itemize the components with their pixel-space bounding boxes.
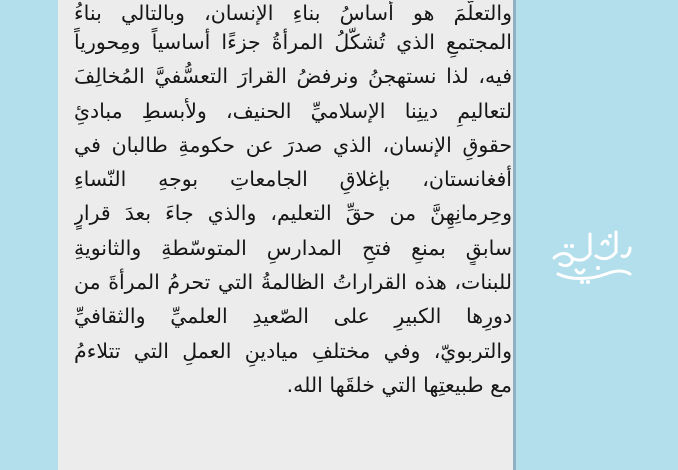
article-line: وحِرمانِهِنَّ من حقِّ التعليم، والذي جاءَ بعدَ قرارٍ <box>74 201 512 226</box>
article-line: سابقٍ بمنعِ فتحِ المدارسِ المتوسّطةِ والثانويةِ <box>74 235 512 260</box>
article-line: لتعاليمِ دينِنا الإسلاميِّ الحنيف، ولأبسطِ مبادئِ <box>74 98 512 123</box>
article-line: حقوقِ الإنسان، الذي صدرَ عن حكومةِ طالبان في <box>74 132 512 157</box>
article-line: والتعلّمَ هو أساسُ بناءِ الإنسان، وبالتالي بناءُ <box>74 1 512 25</box>
article-line: فيه، لذا نستهجنُ ونرفضُ القرارَ التعسُّفيَّ المُخالِفَ <box>74 64 512 89</box>
article-line: والتربويّ، وفي مختلفِ ميادينِ العملِ التي تتلاءمُ <box>74 338 512 363</box>
article-line: المجتمعِ الذي تُشكّلُ المرأةُ جزءًا أساسياً ومِحورياً <box>74 30 512 54</box>
article-line: للبنات، هذه القراراتُ الظالمةُ التي تحرمُ المرأةَ من <box>74 270 512 295</box>
signature-logo <box>546 222 636 290</box>
article-line: مع طبيعتِها التي خلقَها الله. <box>286 372 512 397</box>
calligraphy-signature-icon <box>546 222 636 290</box>
article-text <box>74 0 512 402</box>
article-line: أفغانستان، بإغلاقِ الجامعاتِ بوجهِ النّساءِ <box>74 167 512 192</box>
article-line: دورِها الكبيرِ على الصّعيدِ العلميِّ والثقافيِّ <box>74 304 512 329</box>
left-frame <box>0 0 58 470</box>
